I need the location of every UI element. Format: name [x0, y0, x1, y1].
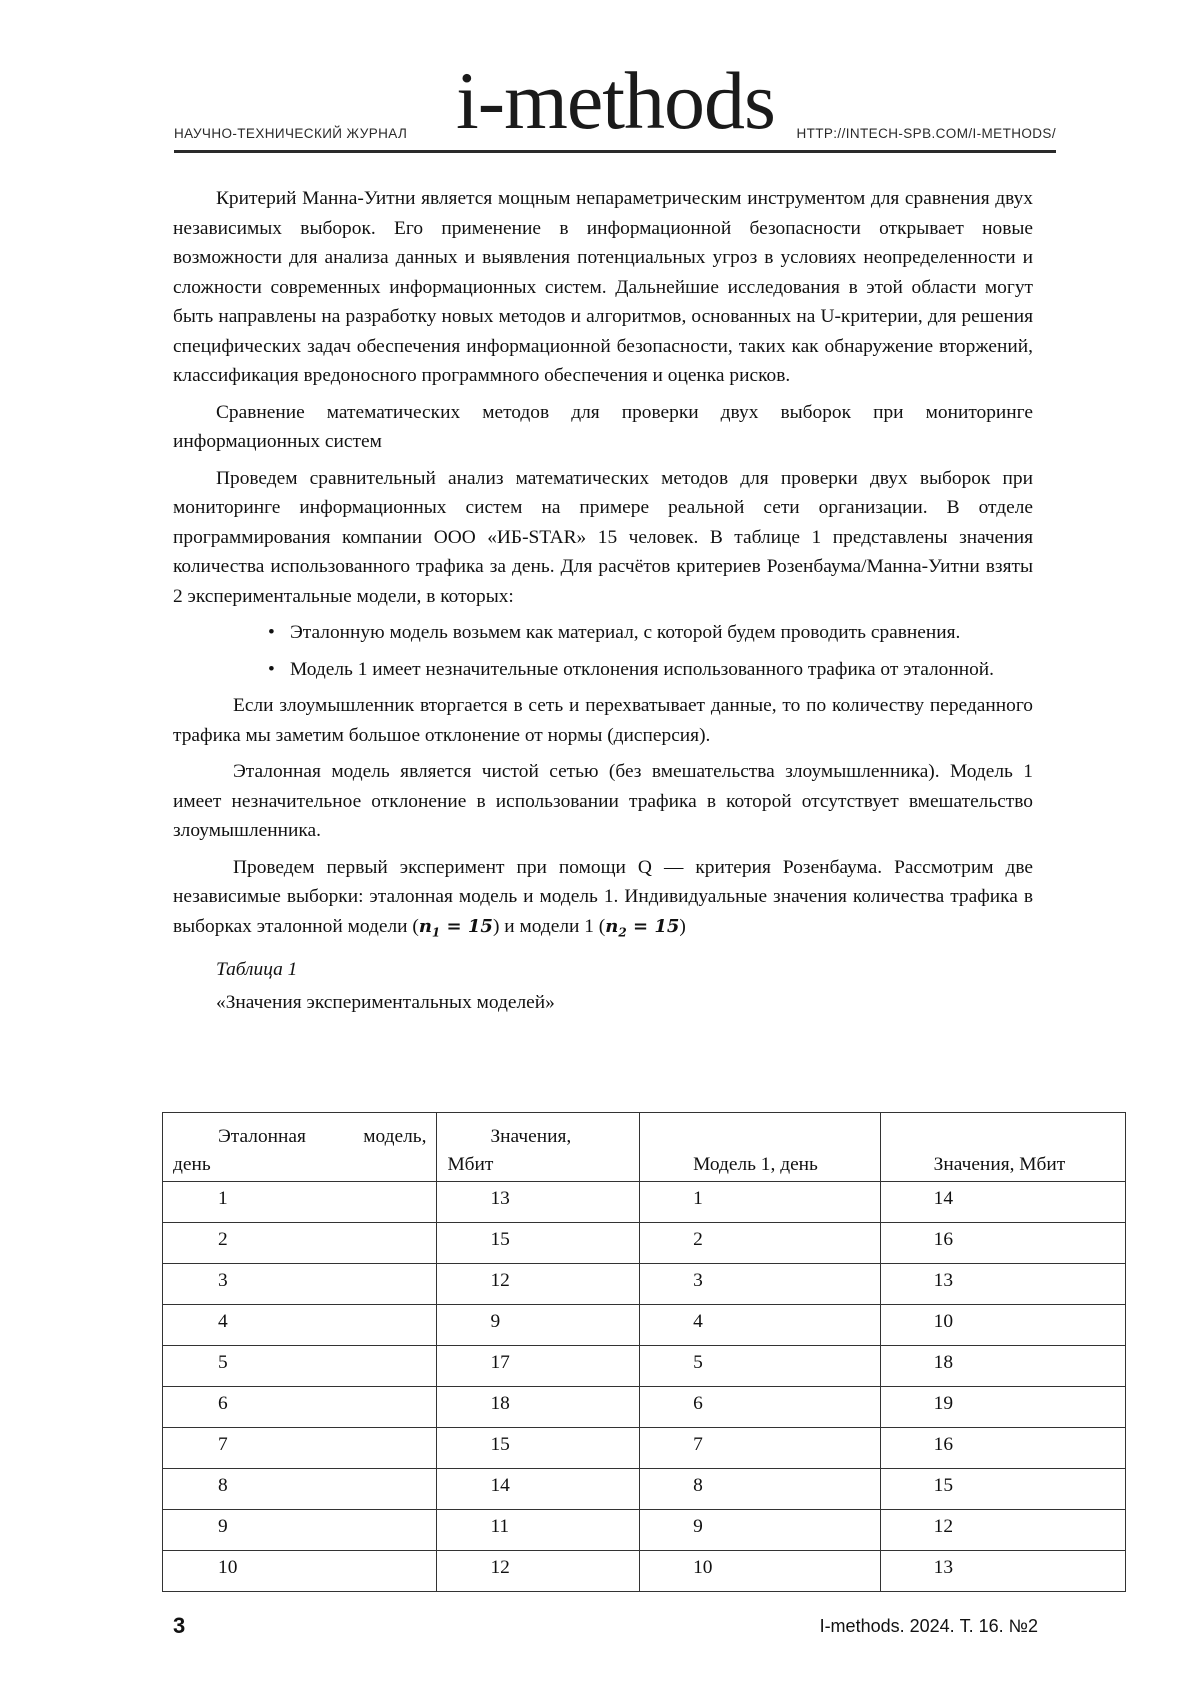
table-cell: 9	[640, 1510, 881, 1551]
table-cell: 12	[880, 1510, 1125, 1551]
table-cell: 3	[163, 1264, 437, 1305]
header-text: Значения,	[490, 1126, 572, 1147]
table-row	[163, 1182, 1126, 1223]
table-cell: 13	[880, 1264, 1125, 1305]
table-cell: 10	[640, 1551, 881, 1592]
table-row	[163, 1387, 1126, 1428]
footer-citation: I-methods. 2024. Т. 16. №2	[819, 1616, 1038, 1636]
formula-n1-rest: = 15	[440, 915, 493, 937]
table-cell: 9	[163, 1510, 437, 1551]
table-cell: 14	[437, 1469, 640, 1510]
table-cell: 4	[163, 1305, 437, 1346]
table-cell: 15	[437, 1428, 640, 1469]
page-header	[174, 55, 1056, 154]
table-cell: 9	[437, 1305, 640, 1346]
paragraph-4: Если злоумышленник вторгается в сеть и перехватывает данные, то по количеству переданного трафика мы заметим большое отклонение от нормы (дисперсия).	[173, 695, 1033, 746]
journal-logo: i-methods	[456, 55, 775, 146]
list-item	[248, 655, 1033, 685]
table-cell: 3	[640, 1264, 881, 1305]
page-number: 3	[173, 1613, 186, 1638]
table-cell: 12	[437, 1551, 640, 1592]
table-row	[163, 1223, 1126, 1264]
table-cell: 5	[640, 1346, 881, 1387]
header-text: Эталонная	[218, 1126, 306, 1147]
table-cell: 4	[640, 1305, 881, 1346]
table-cell: 15	[437, 1223, 640, 1264]
table-row	[163, 1469, 1126, 1510]
formula-n2-var: n	[605, 915, 619, 937]
table-row	[163, 1510, 1126, 1551]
formula-n1	[418, 915, 493, 940]
header-text: день	[173, 1154, 211, 1175]
table-cell: 2	[640, 1223, 881, 1264]
table-cell: 18	[437, 1387, 640, 1428]
bullet-list	[173, 618, 1033, 684]
formula-n2	[605, 915, 680, 940]
table-cell: 1	[163, 1182, 437, 1223]
table-cell: 7	[640, 1428, 881, 1469]
journal-url: HTTP://INTECH-SPB.COM/I-METHODS/	[796, 126, 1056, 141]
header-cell-reference-values	[437, 1113, 640, 1182]
formula-n2-sub: 2	[618, 925, 627, 940]
header-cell-reference-day	[163, 1113, 437, 1182]
header-rule	[174, 150, 1056, 153]
table-cell: 8	[163, 1469, 437, 1510]
table-cell: 1	[640, 1182, 881, 1223]
paragraph-6-start: Проведем первый эксперимент при помощи Q — критерия Розенбаума. Рассмотрим две независимые выборки: эталонная модель и модель 1. Индивидуальные значения количества трафика в выборках эталонной модели (	[173, 856, 1033, 937]
table-cell: 7	[163, 1428, 437, 1469]
table-cell: 10	[880, 1305, 1125, 1346]
formula-n2-rest: = 15	[626, 915, 680, 937]
list-item	[248, 618, 1033, 648]
table-cell: 5	[163, 1346, 437, 1387]
table-row	[163, 1346, 1126, 1387]
table-row	[163, 1428, 1126, 1469]
table-title: «Значения экспериментальных моделей»	[216, 992, 555, 1014]
header-cell-model1-values: Значения, Мбит	[880, 1113, 1125, 1182]
table-row	[163, 1264, 1126, 1305]
paragraph-6	[173, 853, 1033, 948]
bullet-icon: •	[268, 658, 275, 680]
article-body	[173, 184, 1033, 1026]
table-cell: 18	[880, 1346, 1125, 1387]
formula-n1-sub: 1	[431, 925, 441, 940]
paragraph-6-mid: ) и модели 1 (	[492, 915, 606, 937]
paragraph-1: Критерий Манна-Уитни является мощным непараметрическим инструментом для сравнения двух независимых выборок. Его применение в информационной безопасности открывает новые возможности для анализа данных и выявления потенциальных угроз в условиях неопределенности и сложности современных информационных систем. Дальнейшие исследования в этой области могут быть направлены на разработку новых методов и алгоритмов, основанных на U-критерии, для решения специфических задач обеспечения информационной безопасности, таких как обнаружение вторжений, классификация вредоносного программного обеспечения и оценка рисков.	[173, 188, 1033, 386]
data-table	[162, 1112, 1126, 1592]
table-cell: 16	[880, 1428, 1125, 1469]
table-cell: 13	[437, 1182, 640, 1223]
table-cell: 8	[640, 1469, 881, 1510]
table-cell: 15	[880, 1469, 1125, 1510]
table-header-row	[163, 1113, 1126, 1182]
table-caption: Таблица 1	[216, 958, 298, 980]
table-cell: 6	[640, 1387, 881, 1428]
header-cell-model1-day: Модель 1, день	[640, 1113, 881, 1182]
table-cell: 19	[880, 1387, 1125, 1428]
journal-label: НАУЧНО-ТЕХНИЧЕСКИЙ ЖУРНАЛ	[174, 126, 408, 141]
table-cell: 6	[163, 1387, 437, 1428]
list-item-text: Модель 1 имеет незначительные отклонения использованного трафика от эталонной.	[290, 658, 995, 680]
table-cell: 2	[163, 1223, 437, 1264]
paragraph-3: Проведем сравнительный анализ математических методов для проверки двух выборок при мониторинге информационных систем на примере реальной сети организации. В отделе программирования компании ООО «ИБ-STAR» 15 человек. В таблице 1 представлены значения количества использованного трафика за день. Для расчётов критериев Розенбаума/Манна-Уитни взяты 2 экспериментальные модели, в которых:	[173, 467, 1033, 607]
paragraph-6-end: )	[679, 915, 686, 937]
table-cell: 14	[880, 1182, 1125, 1223]
table-cell: 12	[437, 1264, 640, 1305]
table-cell: 17	[437, 1346, 640, 1387]
table-cell: 16	[880, 1223, 1125, 1264]
header-text: модель,	[363, 1126, 427, 1147]
paragraph-2: Сравнение математических методов для проверки двух выборок при мониторинге информационных систем	[173, 401, 1033, 452]
header-text: Мбит	[447, 1154, 494, 1175]
table-cell: 13	[880, 1551, 1125, 1592]
bullet-icon: •	[268, 622, 275, 643]
formula-n1-var: n	[418, 915, 432, 937]
list-item-text: Эталонную модель возьмем как материал, с которой будем проводить сравнения.	[290, 622, 961, 643]
table-row	[163, 1305, 1126, 1346]
table-row	[163, 1551, 1126, 1592]
table-body	[163, 1182, 1126, 1592]
table-cell: 11	[437, 1510, 640, 1551]
table-cell: 10	[163, 1551, 437, 1592]
paragraph-5: Эталонная модель является чистой сетью (без вмешательства злоумышленника). Модель 1 имеет незначительное отклонение в использовании трафика в которой отсутствует вмешательство злоумышленника.	[173, 761, 1033, 841]
